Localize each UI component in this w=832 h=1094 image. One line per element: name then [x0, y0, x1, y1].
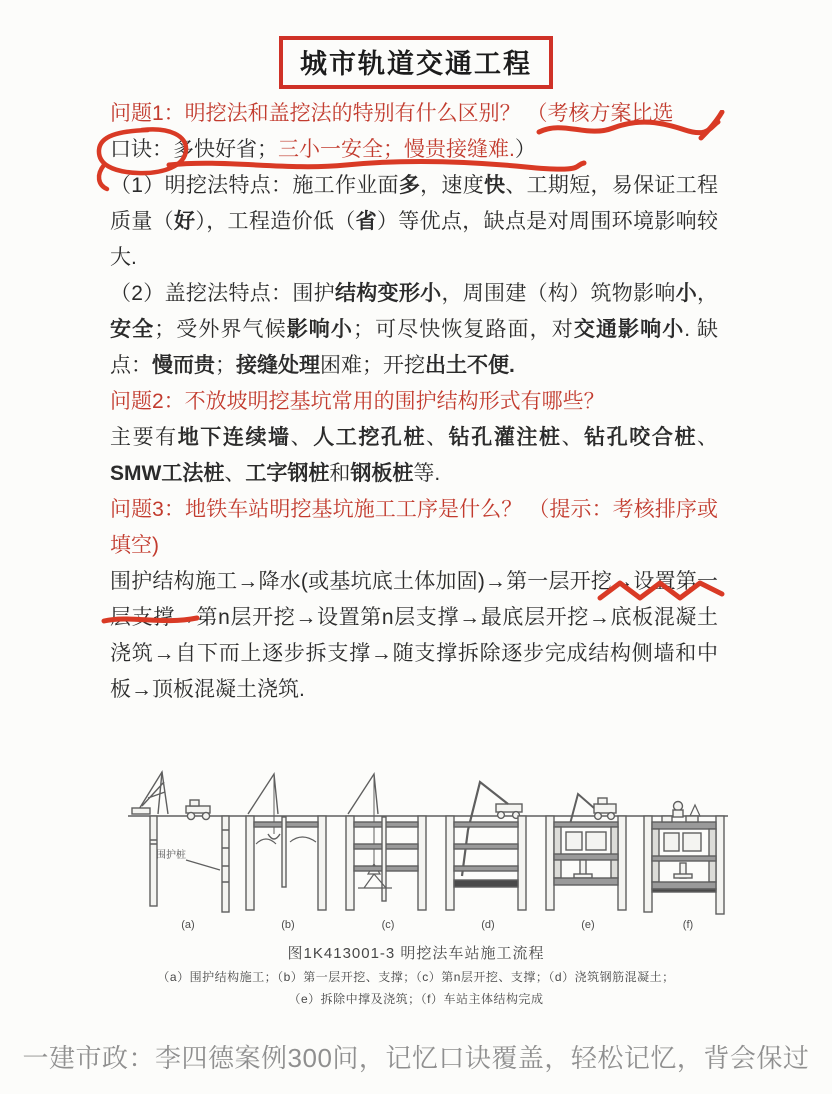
text-segment: 和 [329, 462, 351, 485]
text-segment: . 缺点： [110, 318, 719, 377]
text-segment: 小 [675, 282, 697, 305]
text-segment: 困难；开挖 [320, 354, 425, 377]
text-segment: 、 [561, 426, 585, 449]
pile-label: 围护桩 [156, 850, 186, 861]
excavator-icon [594, 804, 616, 813]
concrete-pump-icon [496, 804, 522, 812]
pile [150, 816, 157, 906]
text-segment: 工字钢桩 [245, 462, 330, 485]
text-segment: ；受外界气候 [154, 318, 287, 341]
text-segment: 安全 [110, 318, 155, 341]
panel-label-a: (a) [181, 919, 195, 931]
text-segment: SMW工法桩 [110, 462, 225, 485]
pump-boom [462, 782, 508, 876]
text-segment: ）等优点，缺点是对周围环境影响较大. [110, 210, 719, 269]
text-segment: 、 [290, 426, 314, 449]
text-segment: 钻孔灌注桩 [448, 426, 562, 449]
text-segment: ，周围建（构）筑物影响 [441, 282, 676, 305]
pile [716, 816, 724, 914]
text-segment: 快 [484, 174, 506, 197]
bottom-slab [454, 880, 518, 887]
pile [246, 816, 254, 910]
panel-label-e: (e) [581, 919, 595, 931]
figure-panel-b [246, 774, 326, 910]
question-3-heading [110, 492, 718, 564]
text-segment: （1）明挖法特点：施工作业面 [110, 174, 399, 197]
text-segment: 口诀： [110, 138, 173, 161]
text-segment: 地下连续墙 [177, 426, 291, 449]
question-1-mnemonic [110, 132, 718, 168]
figure-panel-f [644, 802, 724, 915]
panel-label-f: (f) [682, 919, 694, 931]
figure-panel-e [546, 794, 626, 910]
text-segment: 好 [174, 210, 196, 233]
text-segment: 问题2：不放坡明挖基坑常用的围护结构形式有哪些？ [110, 390, 605, 413]
question-3-answer [110, 564, 718, 708]
text-segment: ） [514, 138, 536, 161]
text-segment: 人工挖孔桩 [313, 426, 427, 449]
question-2-heading [110, 384, 718, 420]
question-2-answer [110, 420, 718, 492]
question-1-heading [110, 96, 718, 132]
figure-caption-title: 图1K413001-3 明挖法车站施工流程 [287, 945, 545, 962]
bottom-slab [652, 882, 716, 889]
text-segment: 钻孔咬合桩 [584, 426, 698, 449]
question-1-answer-para-1 [110, 168, 718, 276]
text-segment: 、工期短，易保证工程质量（ [110, 174, 718, 233]
figure-caption-detail-1: （a）围护结构施工；（b）第一层开挖、支撑；（c）第n层开挖、支撑；（d）浇筑钢筋混凝土； [157, 970, 675, 984]
pile [546, 816, 554, 910]
question-1-answer-para-2 [110, 276, 718, 384]
title-wrap [0, 36, 832, 89]
pile [518, 816, 526, 910]
figure-panel-c [346, 774, 426, 910]
panel-label-d: (d) [481, 919, 495, 931]
text-segment: 、 [697, 426, 719, 449]
text-segment: 多快好省； [173, 138, 278, 161]
text-segment: 三小一安全；慢贵接缝难. [278, 138, 515, 161]
text-segment: 出土不便. [425, 354, 515, 377]
text-segment: 、 [224, 462, 246, 485]
text-segment: 等. [413, 462, 441, 485]
text-segment: 主要有 [110, 426, 178, 449]
text-segment: 结构变形小 [334, 282, 442, 305]
middle-slab [554, 854, 618, 860]
page-title: 城市轨道交通工程 [279, 36, 553, 89]
strut [454, 866, 518, 871]
text-segment: 省 [355, 210, 377, 233]
text-segment: 交通影响小 [573, 318, 685, 341]
text-segment: ， [697, 282, 718, 305]
king-post [282, 817, 286, 887]
panel-label-c: (c) [381, 919, 395, 931]
figure-caption-detail-2: （e）拆除中撑及浇筑；（f）车站主体结构完成 [288, 992, 544, 1006]
strut [454, 844, 518, 849]
text-segment: 慢而贵 [152, 354, 215, 377]
strut [454, 822, 518, 827]
text-segment: ，速度 [420, 174, 485, 197]
text-segment: 接缝处理 [236, 354, 320, 377]
text-segment: 影响小 [286, 318, 353, 341]
footer-credit: 一建市政：李四德案例300问，记忆口诀覆盖，轻松记忆，背会保过 [22, 1043, 810, 1073]
text-segment: ），工程造价低（ [195, 210, 356, 233]
text-segment: 问题1：明挖法和盖挖法的特别有什么区别？ （考核方案比选 [110, 102, 674, 125]
text-segment: 钢板桩 [350, 462, 414, 485]
pile [446, 816, 454, 910]
pile [418, 816, 426, 910]
main-text-column [110, 96, 718, 708]
bottom-slab [554, 878, 618, 885]
side-wall [554, 827, 561, 878]
worker-icon [674, 802, 683, 811]
text-segment: （2）盖挖法特点：围护 [110, 282, 335, 305]
text-segment: ；可尽快恢复路面，对 [352, 318, 574, 341]
figure-panel-d [446, 782, 526, 910]
middle-slab [652, 856, 716, 861]
side-wall [611, 827, 618, 878]
pile-label-leader-line [186, 860, 220, 870]
pile [318, 816, 326, 910]
text-segment: ； [215, 354, 236, 377]
strut [554, 822, 618, 827]
pile [346, 816, 354, 910]
construction-stages-figure [128, 770, 728, 938]
figure-caption [0, 942, 832, 1007]
text-segment: 问题3：地铁车站明挖基坑施工工序是什么？ （提示：考核排序或填空) [110, 498, 718, 557]
text-segment: 围护结构施工→降水(或基坑底土体加固)→第一层开挖→设置第一层支撑→第n层开挖→设置第n层支撑→最底层开挖→底板混凝土浇筑→自下而上逐步拆支撑→随支撑拆除逐步完成结构侧墙和中板→顶板混凝土浇筑. [110, 570, 718, 701]
pile [618, 816, 626, 910]
figure-panel-a [132, 772, 229, 912]
panel-label-b: (b) [281, 919, 295, 931]
roof-slab [652, 822, 716, 829]
pile [644, 816, 652, 912]
text-segment: 、 [426, 426, 449, 449]
text-segment: 多 [398, 174, 421, 197]
